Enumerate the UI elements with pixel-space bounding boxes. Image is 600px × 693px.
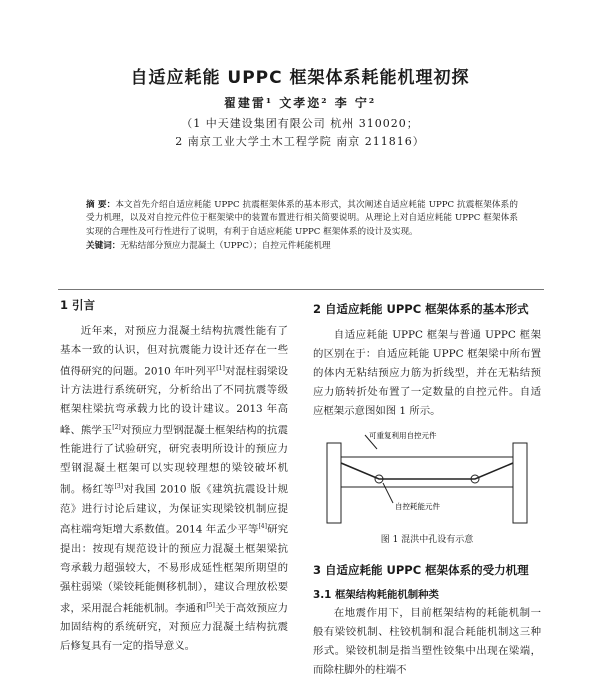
affiliation-1: （1 中天建设集团有限公司 杭州 310020； [181, 117, 419, 130]
figure-label-bottom: 自控耗能元件 [395, 501, 440, 511]
keywords-text: 无粘结部分预应力混凝土（UPPC）；自控元件耗能机理 [120, 241, 331, 252]
left-column [60, 296, 288, 656]
right-column [313, 300, 541, 680]
text-run: 对我国 2010 版《建筑抗震设计规范》进行讨论后建议，为保证实现梁铰机制应提高柱端弯矩增大系数值。2014 年孟少平等 [60, 483, 288, 536]
section-3-1-heading: 3.1 框架结构耗能机制种类 [313, 588, 439, 601]
frame-diagram [313, 429, 543, 529]
text-run: 对预应力型钢混凝土框架结构的抗震性能进行了试验研究，研究表明所设计的预应力型钢混凝土框架可以实现较理想的梁铰破坏机制。杨红等 [60, 424, 289, 496]
citation-2: [2] [112, 424, 121, 431]
keywords-label: 关键词： [86, 241, 121, 252]
citation-3: [3] [114, 483, 124, 491]
figure-label-top: 可重复利用自控元件 [369, 430, 437, 440]
figure-1-caption: 图 1 混洪中孔设有示意 [380, 534, 474, 545]
left-column-shape [327, 443, 341, 523]
section-2-heading: 2 自适应耗能 UPPC 框架体系的基本形式 [313, 302, 529, 316]
section-3-heading: 3 自适应耗能 UPPC 框架体系的受力机理 [313, 562, 529, 577]
text-run: 近年来，对预应力混凝土结构抗震性能有了基本一致的认识，但对抗震能力设计还存在一些值得研究的问题。2010 年叶列平 [60, 325, 288, 378]
section-3-paragraph: 在地震作用下，目前框架结构的耗能机制一般有梁铰机制、柱铰机制和混合耗能机制这三种形式。梁铰机制是指当塑性铰集中出现在梁端，而除柱脚外的柱端不 [313, 607, 541, 677]
abstract-block [86, 199, 518, 254]
text-run: 关于高效预应力加固结构的系统研究，对预应力混凝土结构抗震后修复具有一定的指导意义。 [60, 602, 289, 652]
citation-5: [5] [206, 601, 215, 609]
affiliation-2: 2 南京工业大学土木工程学院 南京 211816） [175, 135, 425, 148]
text-run: 研究提出：按现有规范设计的预应力混凝土框架梁抗弯承载力超强较大，不易形成延性框架所期望的强柱弱梁（梁铰耗能侧移机制），建议合理放松要求，采用混合耗能机制。李通和 [60, 523, 289, 615]
citation-4: [4] [258, 523, 267, 531]
section-1-heading: 1 引言 [60, 298, 96, 312]
beam-shape [341, 457, 513, 487]
leader-line-bottom [383, 483, 393, 503]
section-1-paragraph [60, 322, 288, 656]
tendon-line [341, 463, 513, 479]
abstract-divider [58, 289, 544, 290]
paper-title: 自适应耗能 UPPC 框架体系耗能机理初探 [130, 68, 470, 88]
abstract-paragraph [86, 199, 518, 239]
paper-authors: 翟建雷¹ 文孝迩² 李 宁² [223, 96, 377, 110]
right-column-shape [513, 443, 527, 523]
abstract-text: 本文首先介绍自适应耗能 UPPC 抗震框架体系的基本形式，其次阐述自适应耗能 UPPC 抗震框架体系的受力机理，以及对自控元件位于框架梁中的装置布置进行相关简要说明。从理论上对自适应耗能 UPPC 框架体系实现的合理性及可行性进行了说明，有利于自适应耗能 UPPC 框架体系的设计及实现。 [86, 200, 518, 237]
citation-1: [1] [216, 364, 225, 372]
keywords-line [86, 240, 518, 253]
abstract-label: 摘 要： [86, 200, 116, 210]
text-run: 对混柱弱梁设计方法进行系统研究，分析给出了不同抗震等级框架柱梁抗弯承载力比的设计建议。2013 年高峰、熊学玉 [60, 365, 288, 437]
figure-1 [313, 429, 543, 529]
section-2-paragraph: 自适应耗能 UPPC 框架与普通 UPPC 框架的区别在于：自适应耗能 UPPC 框架梁中所布置的体内无粘结预应力筋为折线型，并在无粘结预应力筋转折处布置了一定数量的自控元件。自适应框架示意图如图 1 所示。 [313, 329, 541, 417]
